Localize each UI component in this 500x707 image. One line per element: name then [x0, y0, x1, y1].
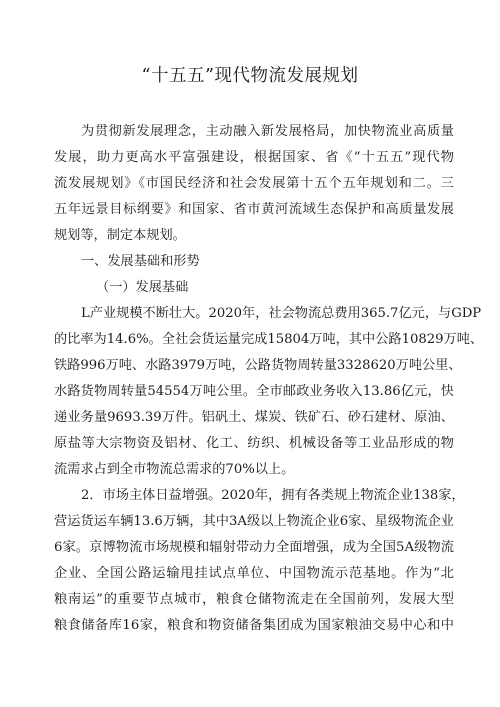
- paragraph-line: 流需求占到全市物流总需求的70%以上。: [54, 462, 295, 477]
- document-title: “十五五”现代物流发展规划: [141, 66, 359, 86]
- paragraph-line: 原盐等大宗物资及铝材、化工、纺织、机械设备等工业品形成的物: [54, 436, 454, 451]
- paragraph-line: L产业规模不断壮大。2020年，社会物流总费用365.7亿元，与GDP: [81, 306, 482, 321]
- preamble-line: 规划等，制定本规划。: [54, 228, 186, 243]
- preamble-line: 发展，助力更高水平富强建设，根据国家、省《“十五五”现代物: [54, 150, 454, 165]
- preamble-line: 为贯彻新发展理念，主动融入新发展格局，加快物流业高质量: [81, 124, 454, 139]
- paragraph-line: 企业、全国公路运输甩挂试点单位、中国物流示范基地。作为“北: [54, 566, 454, 581]
- subsection-heading: （一）发展基础: [96, 280, 189, 295]
- paragraph-line: 铁路996万吨、水路3979万吨，公路货物周转量3328620万吨公里、: [54, 358, 462, 373]
- paragraph-line: 递业务量9693.39万件。铝矾土、煤炭、铁矿石、砂石建材、原油、: [54, 410, 454, 425]
- preamble-line: 流发展规划》《市国民经济和社会发展第十五个五年规划和二。三: [54, 176, 454, 191]
- paragraph-line: 的比率为14.6%。全社会货运量完成15804万吨，其中公路10829万吨、: [54, 332, 484, 347]
- paragraph-line: 粮南运”的重要节点城市，粮食仓储物流走在全国前列，发展大型: [54, 592, 454, 607]
- preamble-line: 五年远景目标纲要》和国家、省市黄河流域生态保护和高质量发展: [54, 202, 454, 217]
- paragraph-line: 粮食储备库16家，粮食和物资储备集团成为国家粮油交易中心和中: [54, 618, 454, 633]
- section-heading: 一、发展基础和形势: [81, 254, 200, 269]
- paragraph-line: 营运货运车辆13.6万辆，其中3A级以上物流企业6家、星级物流企业: [54, 514, 454, 529]
- paragraph-line: 6家。京博物流市场规模和辐射带动力全面增强，成为全国5A级物流: [54, 540, 454, 555]
- paragraph-line: 2．市场主体日益增强。2020年，拥有各类规上物流企业138家，: [81, 488, 465, 503]
- paragraph-line: 水路货物周转量54554万吨公里。全市邮政业务收入13.86亿元，快: [54, 384, 454, 399]
